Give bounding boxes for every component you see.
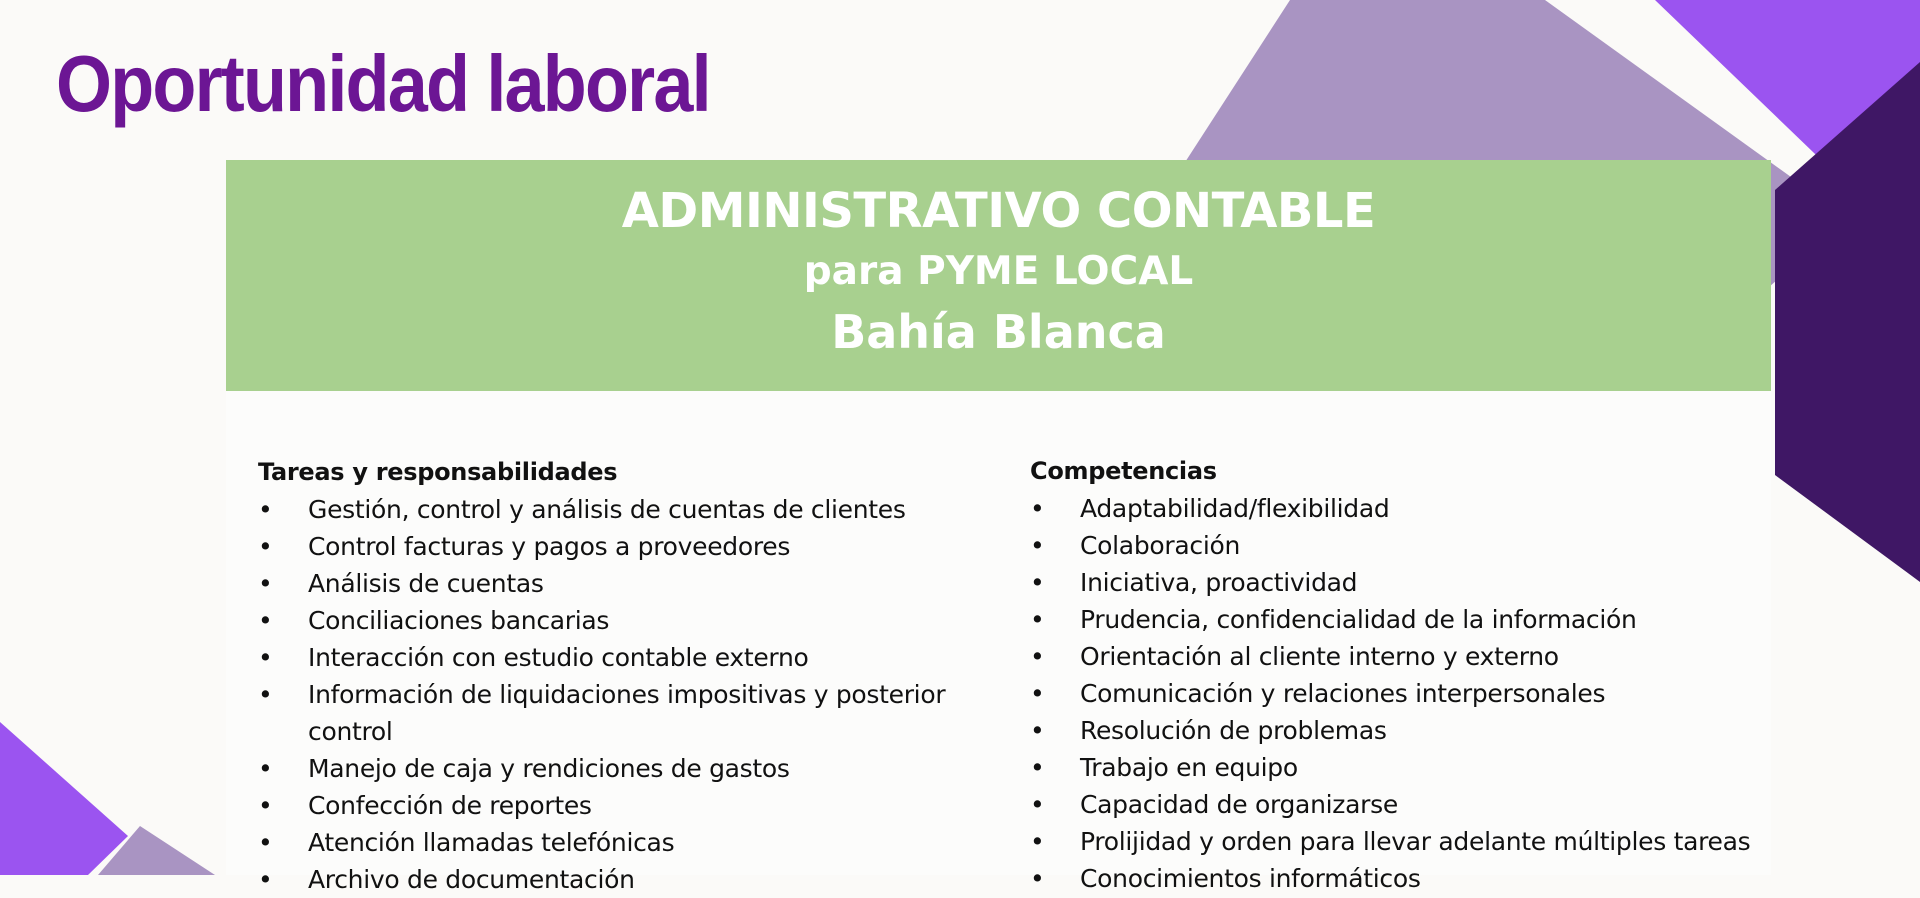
job-location: Bahía Blanca xyxy=(831,305,1166,359)
list-item: • Interacción con estudio contable externo xyxy=(258,639,988,676)
list-item: • Comunicación y relaciones interpersonales xyxy=(1030,675,1770,712)
tasks-heading: Tareas y responsabilidades xyxy=(258,458,618,486)
slide-title: Oportunidad laboral xyxy=(56,39,710,128)
list-item: • Atención llamadas telefónicas xyxy=(258,824,988,861)
list-item: • Conciliaciones bancarias xyxy=(258,602,988,639)
tasks-column xyxy=(258,455,988,898)
list-item: • Control facturas y pagos a proveedores xyxy=(258,528,988,565)
list-item: • Trabajo en equipo xyxy=(1030,749,1770,786)
list-item: • Adaptabilidad/flexibilidad xyxy=(1030,490,1770,527)
list-item: • Confección de reportes xyxy=(258,787,988,824)
list-item: • Información de liquidaciones impositivas y posterior control xyxy=(258,676,988,750)
bright-purple-shape-bottom xyxy=(0,722,128,875)
list-item: • Análisis de cuentas xyxy=(258,565,988,602)
tasks-list xyxy=(258,491,988,898)
list-item: • Prudencia, confidencialidad de la información xyxy=(1030,601,1770,638)
job-subtitle: para PYME LOCAL xyxy=(803,249,1194,294)
list-item: • Orientación al cliente interno y externo xyxy=(1030,638,1770,675)
list-item: • Capacidad de organizarse xyxy=(1030,786,1770,823)
list-item: • Colaboración xyxy=(1030,527,1770,564)
list-item: • Resolución de problemas xyxy=(1030,712,1770,749)
competencies-column xyxy=(1030,454,1770,897)
flyer-header xyxy=(226,160,1771,391)
list-item: • Iniciativa, proactividad xyxy=(1030,564,1770,601)
list-item: • Prolijidad y orden para llevar adelante múltiples tareas xyxy=(1030,823,1770,860)
dark-purple-shape xyxy=(1775,62,1920,582)
competencies-heading: Competencias xyxy=(1030,457,1217,485)
job-title: ADMINISTRATIVO CONTABLE xyxy=(621,183,1376,239)
list-item: • Conocimientos informáticos xyxy=(1030,860,1770,897)
list-item: • Archivo de documentación xyxy=(258,861,988,898)
list-item: • Gestión, control y análisis de cuentas de clientes xyxy=(258,491,988,528)
job-flyer xyxy=(226,160,1771,894)
list-item: • Manejo de caja y rendiciones de gastos xyxy=(258,750,988,787)
competencies-list xyxy=(1030,490,1770,897)
